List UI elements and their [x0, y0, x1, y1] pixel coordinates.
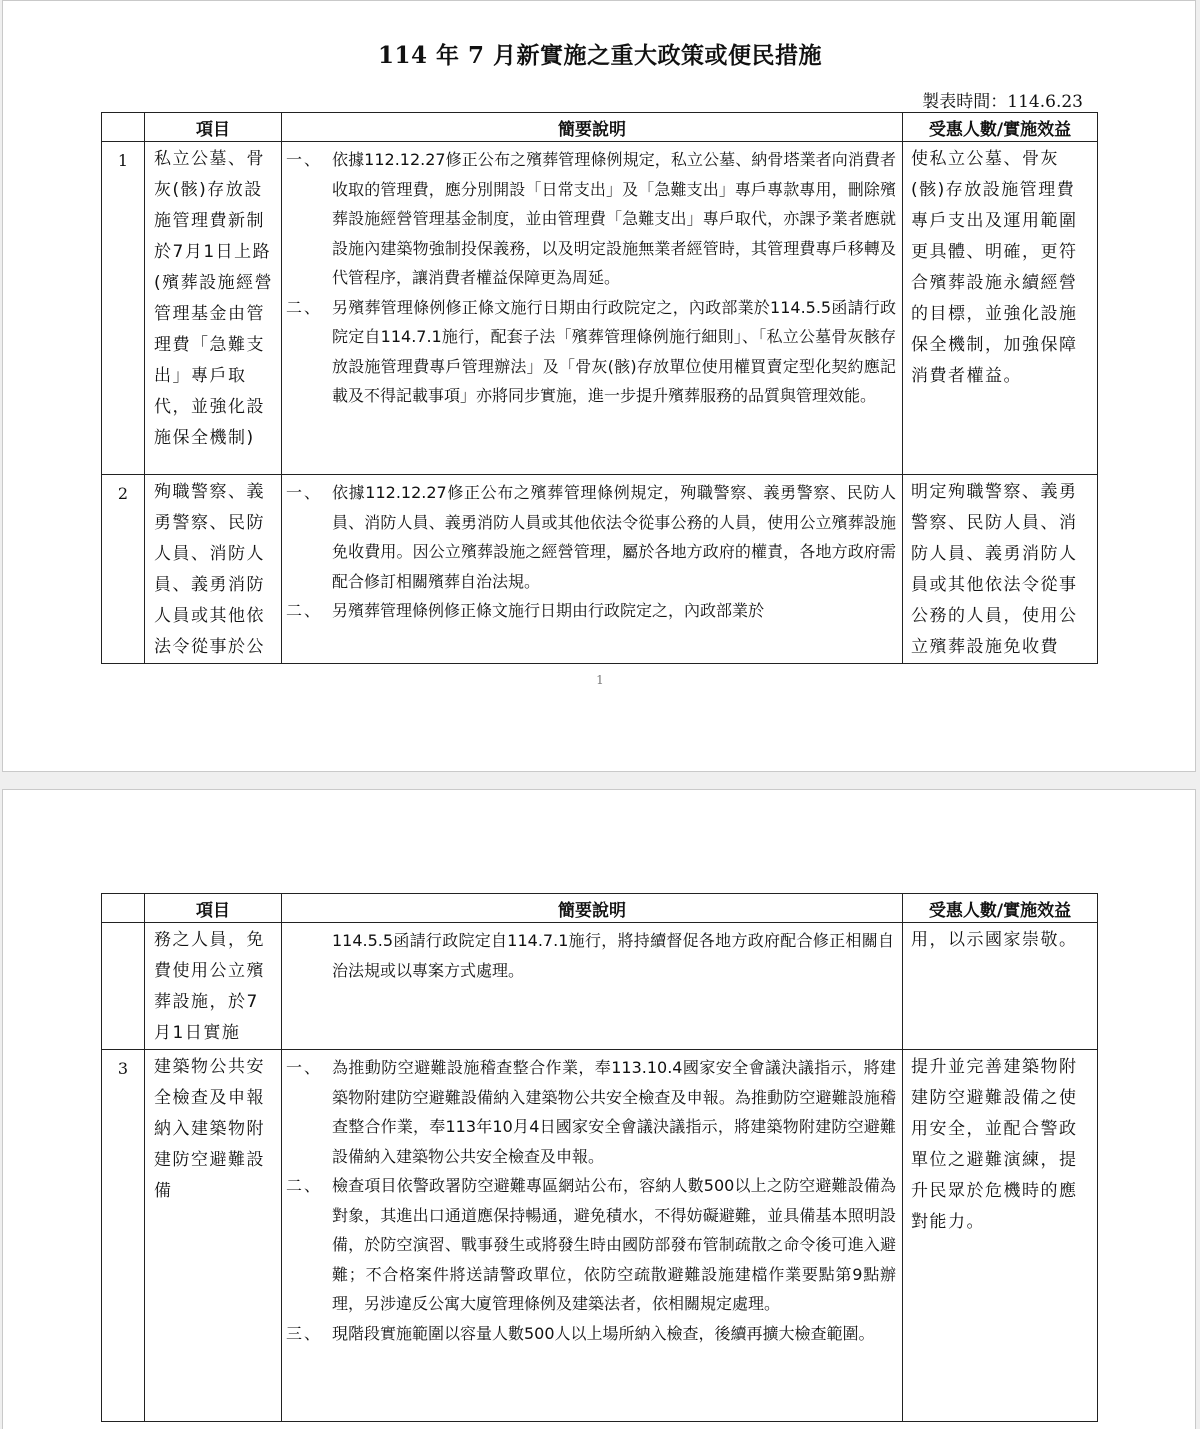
list-item — [286, 478, 896, 596]
list-item — [286, 596, 896, 626]
policy-table — [101, 112, 1098, 664]
item-cell — [145, 1050, 282, 1422]
header-no — [102, 113, 145, 142]
list-item-text: 114.5.5函請行政院定自114.7.1施行，將持續督促各地方政府配合修正相關自治法規或以專案方式處理。 — [332, 931, 894, 980]
header-item: 項目 — [145, 113, 282, 142]
list-item-number: 二、 — [286, 1176, 323, 1195]
list-item — [286, 1053, 896, 1171]
item-text: 建築物公共安全檢查及申報納入建築物附建防空避難設備 — [154, 1057, 265, 1201]
item-text: 私立公墓、骨灰(骸)存放設施管理費新制於7月1日上路(殯葬設施經營管理基金由管理費「急難支出」專戶取代，並強化設施保全機制) — [154, 149, 274, 448]
list-item-text: 依據112.12.27修正公布之殯葬管理條例規定，殉職警察、義勇警察、民防人員、消防人員、義勇消防人員或其他依法令從事公務的人員，使用公立殯葬設施免收費用。因公立殯葬設施之經營管理，屬於各地方政府的權責，各地方政府需配合修訂相關殯葬自治法規。 — [332, 483, 896, 591]
list-item-text: 檢查項目依警政署防空避難專區網站公布，容納人數500以上之防空避難設備為對象，其進出口通道應保持暢通，避免積水，不得妨礙避難，並具備基本照明設備，於防空演習、戰事發生或將發生時由國防部發布管制疏散之命令後可進入避難；不合格案件將送請警政單位，依防空疏散避難設施建檔作業要點第9點辦理，另涉違反公寓大廈管理條例及建築法者，依相關規定處理。 — [332, 1176, 896, 1313]
header-no — [102, 894, 145, 923]
description-cell — [282, 475, 903, 664]
description-cell — [282, 1050, 903, 1422]
item-cell — [145, 475, 282, 664]
description-cell — [282, 923, 903, 1050]
list-item-text: 另殯葬管理條例修正條文施行日期由行政院定之，內政部業於 — [332, 601, 765, 620]
row-number: 3 — [102, 1050, 145, 1422]
benefit-cell — [903, 923, 1098, 1050]
list-item-number: 一、 — [286, 1058, 323, 1077]
header-description: 簡要說明 — [282, 894, 903, 923]
benefit-text: 提升並完善建築物附建防空避難設備之使用安全，並配合警政單位之避難演練，提升民眾於危機時的應對能力。 — [911, 1057, 1078, 1232]
list-item-text: 為推動防空避難設施稽查整合作業，奉113.10.4國家安全會議決議指示，將建築物附建防空避難設備納入建築物公共安全檢查及申報。為推動防空避難設施稽查整合作業，奉113年10月4日國家安全會議決議指示，將建築物附建防空避難設備納入建築物公共安全檢查及申報。 — [332, 1058, 896, 1166]
list-item — [286, 293, 896, 411]
header-item: 項目 — [145, 894, 282, 923]
list-item-text: 另殯葬管理條例修正條文施行日期由行政院定之，內政部業於114.5.5函請行政院定自114.7.1施行，配套子法「殯葬管理條例施行細則」、「私立公墓骨灰骸存放設施管理費專戶管理辦法」及「骨灰(骸)存放單位使用權買賣定型化契約應記載及不得記載事項」亦將同步實施，進一步提升殯葬服務的品質與管理效能。 — [332, 297, 896, 405]
benefit-text: 用，以示國家崇敬。 — [911, 930, 1078, 950]
row-number: 1 — [102, 142, 145, 475]
table-row — [102, 923, 1098, 1050]
policy-table-continued — [101, 893, 1098, 1422]
table-header-row — [102, 894, 1098, 923]
document-page-1 — [2, 0, 1196, 772]
page-number: 1 — [596, 673, 604, 687]
list-item-text: 依據112.12.27修正公布之殯葬管理條例規定，私立公墓、納骨塔業者向消費者收取的管理費，應分別開設「日常支出」及「急難支出」專戶專款專用，刪除殯葬設施經營管理基金制度，並由管理費「急難支出」專戶取代，亦課予業者應就設施內建築物強制投保義務，以及明定設施無業者經管時，其管理費專戶移轉及代管程序，讓消費者權益保障更為周延。 — [332, 150, 896, 287]
list-item-number: 二、 — [286, 601, 323, 620]
benefit-cell — [903, 142, 1098, 475]
header-benefit: 受惠人數/實施效益 — [903, 894, 1098, 923]
header-description: 簡要說明 — [282, 113, 903, 142]
header-benefit: 受惠人數/實施效益 — [903, 113, 1098, 142]
list-item — [286, 1319, 896, 1349]
document-page-2 — [2, 789, 1196, 1429]
list-item-number: 一、 — [286, 150, 323, 169]
table-row — [102, 475, 1098, 664]
row-number: 2 — [102, 475, 145, 664]
list-item-number: 二、 — [286, 297, 323, 317]
table-row — [102, 1050, 1098, 1422]
benefit-cell — [903, 1050, 1098, 1422]
table-row — [102, 142, 1098, 475]
item-cell — [145, 142, 282, 475]
item-text: 務之人員，免費使用公立殯葬設施，於7月1日實施 — [154, 930, 265, 1043]
list-item — [286, 145, 896, 293]
list-item — [286, 1171, 896, 1319]
made-time: 製表時間：114.6.23 — [922, 92, 1083, 112]
item-text: 殉職警察、義勇警察、民防人員、消防人員、義勇消防人員或其他依法令從事於公 — [154, 482, 265, 657]
benefit-cell — [903, 475, 1098, 664]
item-cell — [145, 923, 282, 1050]
list-item-text: 現階段實施範圍以容量人數500人以上場所納入檢查，後續再擴大檢查範圍。 — [332, 1323, 875, 1343]
description-cell — [282, 142, 903, 475]
row-number — [102, 923, 145, 1050]
benefit-text: 使私立公墓、骨灰(骸)存放設施管理費專戶支出及運用範圍更具體、明確，更符合殯葬設施永續經營的目標，並強化設施保全機制，加強保障消費者權益。 — [911, 149, 1078, 386]
benefit-text: 明定殉職警察、義勇警察、民防人員、消防人員、義勇消防人員或其他依法令從事公務的人員，使用公立殯葬設施免收費 — [911, 482, 1078, 657]
list-item-number: 三、 — [286, 1323, 323, 1343]
list-item-number: 一、 — [286, 483, 323, 502]
document-title: 114 年 7 月新實施之重大政策或便民措施 — [377, 42, 823, 69]
table-header-row — [102, 113, 1098, 142]
